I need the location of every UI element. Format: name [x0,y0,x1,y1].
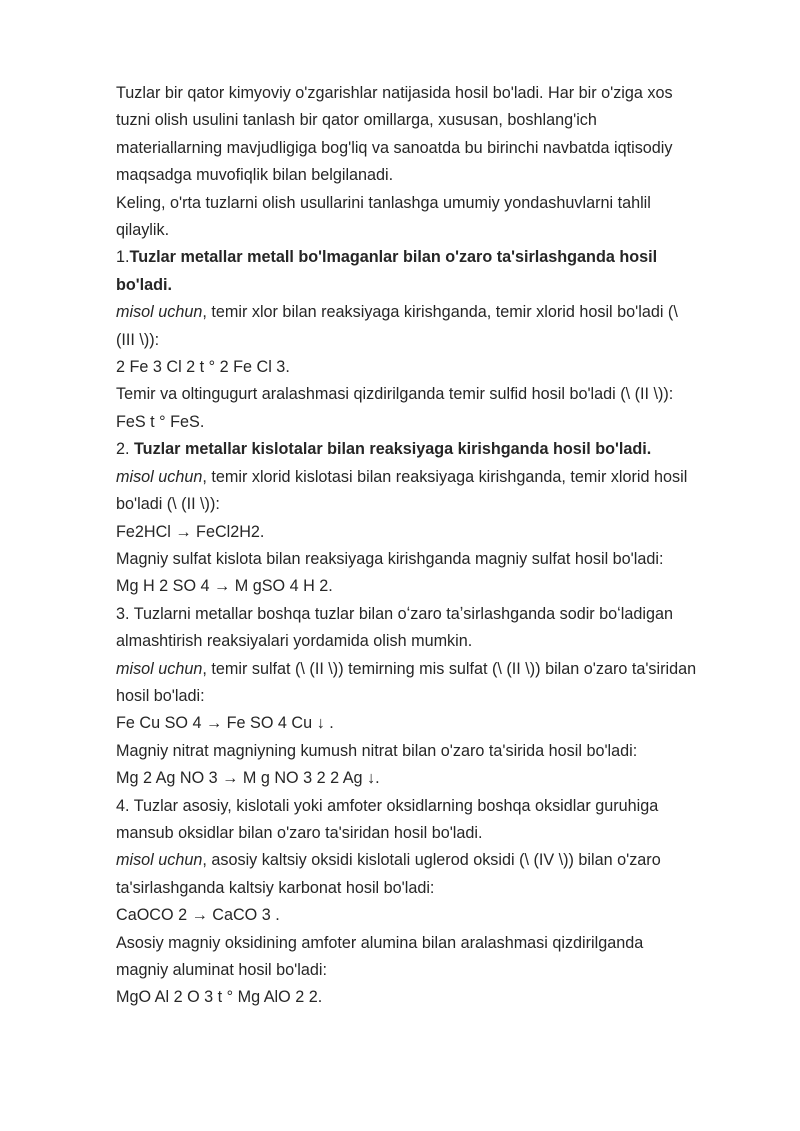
example-line [116,299,748,326]
line-text: materiallarning mavjudligiga bog'liq va sanoatda bu birinchi navbatda iqtisodiy [116,138,673,157]
line-text: 2 Fe 3 Cl 2 t ° 2 Fe Cl 3. [116,358,290,377]
line-text: , temir xlor bilan reaksiyaga kirishganda, temir xlorid hosil bo'ladi (\ [202,303,678,322]
text-line [116,135,748,162]
text-line [116,875,748,902]
line-text: , temir sulfat (\ (II \)) temirning mis sulfat (\ (II \)) bilan o'zaro ta'siridan [202,659,697,678]
list-number: 1. [116,248,130,267]
text-line [116,162,748,189]
line-text: (III \)): [116,330,160,349]
line-text: qilaylik. [116,221,170,240]
example-label: misol uchun [116,851,203,870]
text-line [116,327,748,354]
text-line [116,683,748,710]
line-text: tuzni olish usulini tanlash bir qator omillarga, xususan, boshlang'ich [116,111,597,130]
line-text: Fe2HCl → FeCl2H2. [116,522,265,541]
line-text: Fe Cu SO 4 → Fe SO 4 Cu ↓ . [116,714,334,733]
text-line [116,601,748,628]
equation-line [116,984,748,1011]
example-line [116,464,748,491]
line-text: , asosiy kaltsiy oksidi kislotali uglerod oksidi (\ (IV \)) bilan o'zaro [202,851,661,870]
text-line [116,491,748,518]
text-line [116,957,748,984]
text-line [116,793,748,820]
text-line [116,107,748,134]
text-line [116,738,748,765]
equation-line [116,902,748,929]
line-text: MgO Al 2 O 3 t ° Mg AlO 2 2. [116,988,323,1007]
equation-line [116,409,748,436]
text-line [116,546,748,573]
line-text: magniy aluminat hosil bo'ladi: [116,961,327,979]
line-text: almashtirish reaksiyalari yordamida olish mumkin. [116,632,473,651]
heading-text: bo'ladi. [116,275,173,294]
line-text: ta'sirlashganda kaltsiy karbonat hosil bo'ladi: [116,878,435,897]
line-text: , temir xlorid kislotasi bilan reaksiyaga kirishganda, temir xlorid hosil [202,467,688,486]
equation-line [116,710,748,737]
equation-line [116,765,748,792]
line-text: Magniy sulfat kislota bilan reaksiyaga kirishganda magniy sulfat hosil bo'ladi: [116,549,664,568]
text-line [116,217,748,244]
text-line [116,628,748,655]
line-text: Magniy nitrat magniyning kumush nitrat bilan o'zaro ta'sirida hosil bo'ladi: [116,741,638,760]
heading-text: Tuzlar metallar kislotalar bilan reaksiyaga kirishganda hosil bo'ladi. [134,440,652,459]
line-text: bo'ladi (\ (II \)): [116,495,220,514]
equation-line [116,519,748,546]
line-text: 4. Tuzlar asosiy, kislotali yoki amfoter oksidlarning boshqa oksidlar guruhiga [116,796,659,815]
equation-line [116,354,748,381]
document-body [116,80,748,1012]
line-text: FeS t ° FeS. [116,412,205,431]
line-text: Mg H 2 SO 4 → M gSO 4 H 2. [116,577,333,596]
line-text: Mg 2 Ag NO 3 → M g NO 3 2 2 Ag ↓. [116,769,380,788]
line-text: Keling, o'rta tuzlarni olish usullarini tanlashga umumiy yondashuvlarni tahlil [116,193,651,212]
text-line [116,80,748,107]
example-line [116,656,748,683]
example-label: misol uchun [116,303,203,322]
text-line [116,381,748,408]
line-text: Asosiy magniy oksidining amfoter alumina bilan aralashmasi qizdirilganda [116,933,644,952]
line-text: mansub oksidlar bilan o'zaro ta'siridan hosil bo'ladi. [116,823,483,842]
line-text: Tuzlar bir qator kimyoviy o'zgarishlar natijasida hosil bo'ladi. Har bir o'ziga xos [116,84,673,102]
line-text: CaOCO 2 → CaCO 3 . [116,906,280,925]
list-number: 2. [116,440,134,459]
line-text: 3. Tuzlarni metallar boshqa tuzlar bilan oʻzaro taʼsirlashganda sodir boʻladigan [116,604,673,623]
heading-line [116,272,748,299]
text-line [116,930,748,957]
heading-line [116,436,748,463]
heading-line [116,244,748,271]
line-text: maqsadga muvofiqlik bilan belgilanadi. [116,166,394,185]
text-line [116,190,748,217]
example-label: misol uchun [116,467,203,486]
example-label: misol uchun [116,659,203,678]
example-line [116,847,748,874]
text-line [116,820,748,847]
equation-line [116,573,748,600]
heading-text: Tuzlar metallar metall bo'lmaganlar bilan o'zaro ta'sirlashganda hosil [129,248,658,267]
line-text: Temir va oltingugurt aralashmasi qizdirilganda temir sulfid hosil bo'ladi (\ (II \)): [116,385,674,404]
line-text: hosil bo'ladi: [116,686,205,705]
